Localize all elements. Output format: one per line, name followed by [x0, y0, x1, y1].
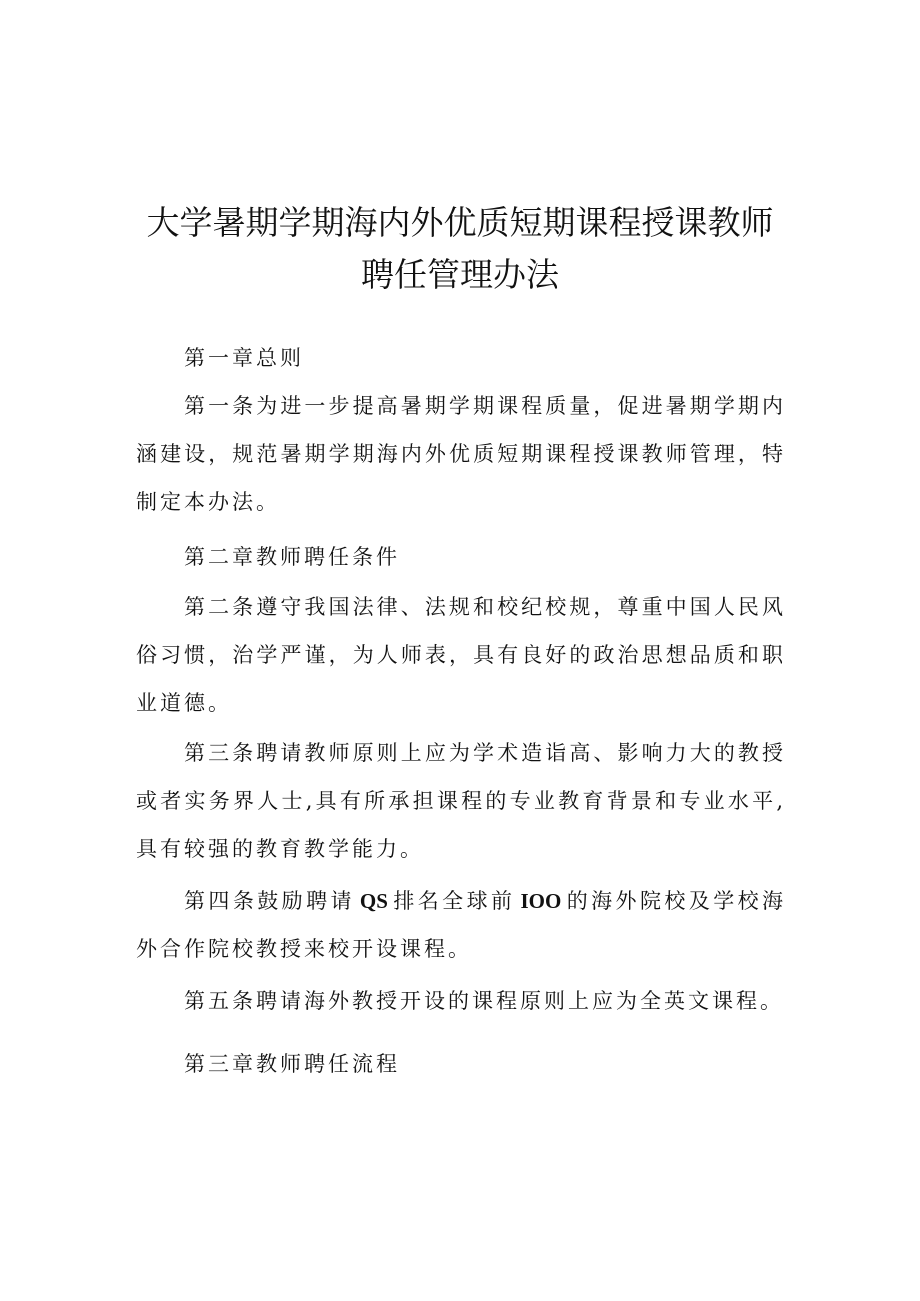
chapter-2-heading-block: [136, 533, 786, 581]
article-5-block: [136, 977, 786, 1025]
chapter-1-heading-block: [136, 334, 786, 382]
article-1-block: [136, 382, 786, 526]
document-title-line-2: 聘任管理办法: [361, 255, 559, 294]
article-5: 第五条聘请海外教授开设的课程原则上应为全英文课程。: [184, 989, 784, 1013]
document-title-line-1: 大学暑期学期海内外优质短期课程授课教师: [146, 203, 774, 242]
article-4-rank-number: IOO: [520, 889, 562, 913]
article-3-block: [136, 729, 786, 873]
article-4: [136, 877, 786, 973]
article-2: 第二条遵守我国法律、法规和校纪校规，尊重中国人民风俗习惯，治学严谨，为人师表，具有良好的政治思想品质和职业道德。: [136, 595, 786, 715]
article-4-text-part-2: 排名全球前: [392, 889, 516, 913]
article-4-qs-label: QS: [359, 889, 388, 913]
chapter-3-heading: 第三章教师聘任流程: [184, 1052, 400, 1076]
article-4-block: [136, 877, 786, 973]
chapter-3-heading-block: [136, 1040, 786, 1088]
article-1: 第一条为进一步提高暑期学期课程质量，促进暑期学期内涵建设，规范暑期学期海内外优质短期课程授课教师管理，特制定本办法。: [136, 394, 786, 514]
chapter-2-heading: 第二章教师聘任条件: [184, 545, 400, 569]
article-4-text-part-3: 的海外院校及学校海外合作院校教授来校开设课程。: [136, 889, 787, 961]
chapter-1-heading: 第一章总则: [184, 346, 304, 370]
article-2-block: [136, 583, 786, 727]
article-4-text-part-1: 第四条鼓励聘请: [184, 889, 355, 913]
article-3: 第三条聘请教师原则上应为学术造诣高、影响力大的教授或者实务界人士,具有所承担课程的专业教育背景和专业水平,具有较强的教育教学能力。: [136, 741, 786, 861]
